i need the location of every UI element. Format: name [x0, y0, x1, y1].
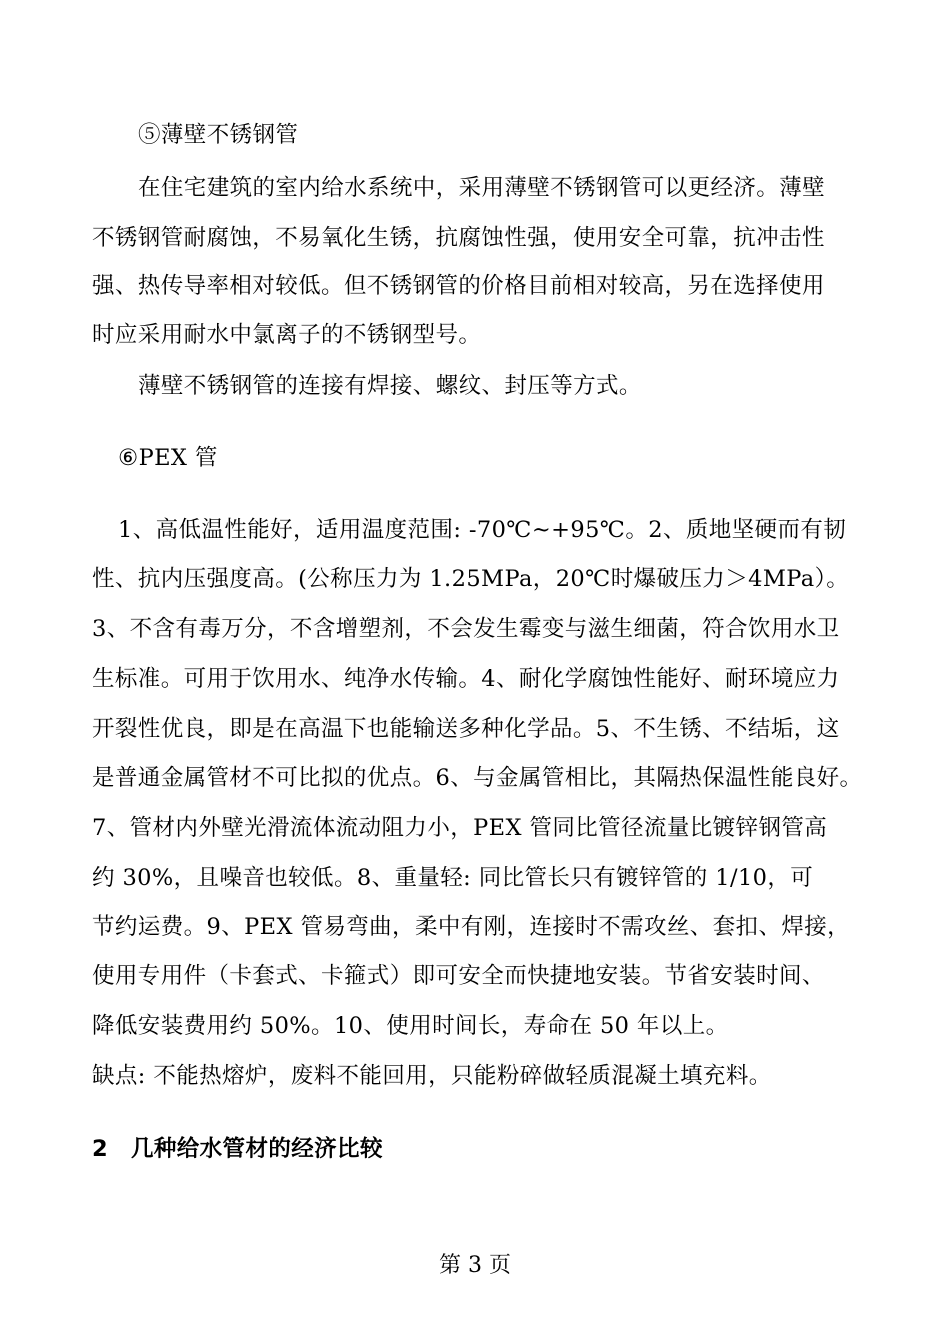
section6-para-line7: 7、管材内外壁光滑流体流动阻力小，PEX 管同比管径流量比镀锌钢管高	[92, 815, 828, 841]
section6-heading: ⑥PEX 管	[118, 445, 218, 471]
section5-para1-line4: 时应采用耐水中氯离子的不锈钢型号。	[92, 322, 482, 348]
page-number: 第 3 页	[439, 1253, 511, 1278]
section6-para-line8: 约 30%，且噪音也较低。8、重量轻: 同比管长只有镀锌管的 1/10，可	[92, 865, 814, 891]
section6-para-line1: 1、高低温性能好，适用温度范围: -70℃~+95℃。2、质地坚硬而有韧	[118, 517, 847, 543]
section6-para-line6: 是普通金属管材不可比拟的优点。6、与金属管相比，其隔热保温性能良好。	[92, 765, 863, 791]
section6-para-line5: 开裂性优良，即是在高温下也能输送多种化学品。5、不生锈、不结垢，这	[92, 716, 840, 742]
section5-heading: ⑤薄壁不锈钢管	[138, 122, 299, 148]
section6-para-line2: 性、抗内压强度高。(公称压力为 1.25MPa，20℃时爆破压力＞4MPa）。	[92, 566, 850, 592]
section5-para1-line3: 强、热传导率相对较低。但不锈钢管的价格目前相对较高，另在选择使用	[92, 273, 825, 299]
section6-para-line11: 降低安装费用约 50%。10、使用时间长，寿命在 50 年以上。	[92, 1013, 729, 1039]
section5-para2: 薄壁不锈钢管的连接有焊接、螺纹、封压等方式。	[138, 373, 642, 399]
section6-para-line4: 生标准。可用于饮用水、纯净水传输。4、耐化学腐蚀性能好、耐环境应力	[92, 666, 840, 692]
section2-heading: 2 几种给水管材的经济比较	[92, 1136, 383, 1162]
section6-para-line3: 3、不含有毒万分，不含增塑剂，不会发生霉变与滋生细菌，符合饮用水卫	[92, 616, 840, 642]
section6-para-line10: 使用专用件（卡套式、卡箍式）即可安全而快捷地安装。节省安装时间、	[92, 963, 825, 989]
section6-drawback: 缺点: 不能热熔炉，废料不能回用，只能粉碎做轻质混凝土填充料。	[92, 1063, 772, 1089]
section5-para1-line1: 在住宅建筑的室内给水系统中，采用薄壁不锈钢管可以更经济。薄壁	[138, 175, 826, 201]
section5-para1-line2: 不锈钢管耐腐蚀，不易氧化生锈，抗腐蚀性强，使用安全可靠，抗冲击性	[92, 225, 825, 251]
section6-para-line9: 节约运费。9、PEX 管易弯曲，柔中有刚，连接时不需攻丝、套扣、焊接，	[92, 914, 851, 940]
